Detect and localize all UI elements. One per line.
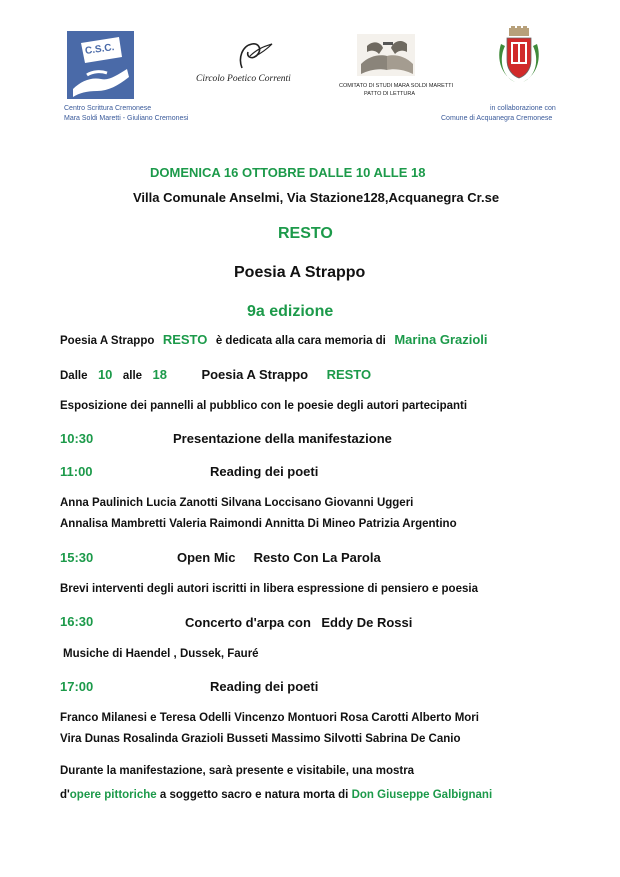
csc-logo-text: C.S.C.	[84, 42, 116, 57]
closing-line2	[60, 785, 492, 803]
csc-caption-line2: Mara Soldi Maretti - Giuliano Cremonesi	[64, 115, 189, 122]
schedule-time-1630: 16:30	[60, 614, 94, 629]
csc-logo-graphic	[67, 31, 134, 99]
open-mic-desc: Brevi interventi degli autori iscritti in libera espressione di pensiero e poesia	[60, 583, 478, 595]
concert-performer: Eddy De Rossi	[321, 615, 413, 630]
poets-afternoon-line2: Vira Dunas Rosalinda Grazioli Busseti Massimo Silvotti Sabrina De Canio	[60, 733, 461, 745]
hours-label: Poesia A Strappo	[201, 367, 309, 382]
csc-caption-line1: Centro Scrittura Cremonese	[64, 105, 152, 112]
closing-line1: Durante la manifestazione, sarà presente e visitabile, una mostra	[60, 765, 415, 777]
concert-label: Concerto d'arpa con	[185, 615, 311, 630]
coat-of-arms-icon	[495, 26, 543, 86]
dedication-prefix: Poesia A Strappo	[60, 335, 155, 347]
event-edition: 9a edizione	[247, 303, 334, 320]
csc-logo	[67, 31, 134, 99]
exhibition-line: Esposizione dei pannelli al pubblico con le poesie degli autori partecipanti	[60, 400, 468, 412]
schedule-title-1630	[185, 614, 412, 632]
event-venue-line: Villa Comunale Anselmi, Via Stazione128,Acquanegra Cr.se	[133, 190, 500, 205]
schedule-title-1030: Presentazione della manifestazione	[173, 431, 392, 446]
quill-icon	[232, 38, 274, 74]
comitato-logo	[353, 30, 421, 80]
hands-book-icon	[353, 30, 421, 80]
dedication-resto: RESTO	[162, 332, 208, 347]
comitato-line2: PATTO DI LETTURA	[364, 91, 416, 97]
poets-morning-line1: Anna Paulinich Lucia Zanotti Silvana Loccisano Giovanni Uggeri	[60, 497, 414, 509]
event-date-line: DOMENICA 16 OTTOBRE DALLE 10 ALLE 18	[150, 165, 426, 180]
circolo-name: Circolo Poetico Correnti	[196, 74, 291, 84]
schedule-time-1700: 17:00	[60, 679, 94, 694]
schedule-title-1100: Reading dei poeti	[210, 464, 319, 479]
poets-afternoon-line1: Franco Milanesi e Teresa Odelli Vincenzo Montuori Rosa Carotti Alberto Mori	[60, 712, 479, 724]
closing-artist: Don Giuseppe Galbignani	[351, 789, 493, 801]
event-title: Poesia A Strappo	[234, 264, 366, 281]
schedule-title-1700: Reading dei poeti	[210, 679, 319, 694]
hours-to: 18	[152, 367, 167, 382]
dedication-name: Marina Grazioli	[394, 332, 488, 347]
hours-line	[60, 366, 371, 384]
hours-alle: alle	[122, 370, 143, 382]
hours-dalle: Dalle	[60, 370, 88, 382]
closing-middle: a soggetto sacro e natura morta di	[156, 789, 352, 801]
closing-d-prefix: d'	[60, 789, 70, 801]
schedule-time-1530: 15:30	[60, 550, 94, 565]
music-line: Musiche di Haendel , Dussek, Fauré	[63, 648, 259, 660]
hours-resto: RESTO	[326, 367, 372, 382]
collab-line1: in collaborazione con	[490, 105, 556, 112]
event-resto: RESTO	[278, 225, 333, 242]
circolo-logo	[232, 38, 274, 74]
dedication-line	[60, 331, 488, 349]
poets-morning-line2: Annalisa Mambretti Valeria Raimondi Annitta Di Mineo Patrizia Argentino	[60, 518, 457, 530]
coat-of-arms	[495, 26, 543, 86]
schedule-time-1100: 11:00	[60, 464, 93, 479]
schedule-title-1530: Open Mic Resto Con La Parola	[177, 550, 381, 565]
comitato-line1: COMITATO DI STUDI MARA SOLDI MARETTI	[339, 83, 453, 89]
collab-line2: Comune di Acquanegra Cremonese	[441, 115, 553, 122]
dedication-middle: è dedicata alla cara memoria di	[215, 335, 386, 347]
schedule-time-1030: 10:30	[60, 431, 94, 446]
hours-from: 10	[97, 367, 113, 382]
closing-opere: opere pittoriche	[69, 789, 157, 801]
